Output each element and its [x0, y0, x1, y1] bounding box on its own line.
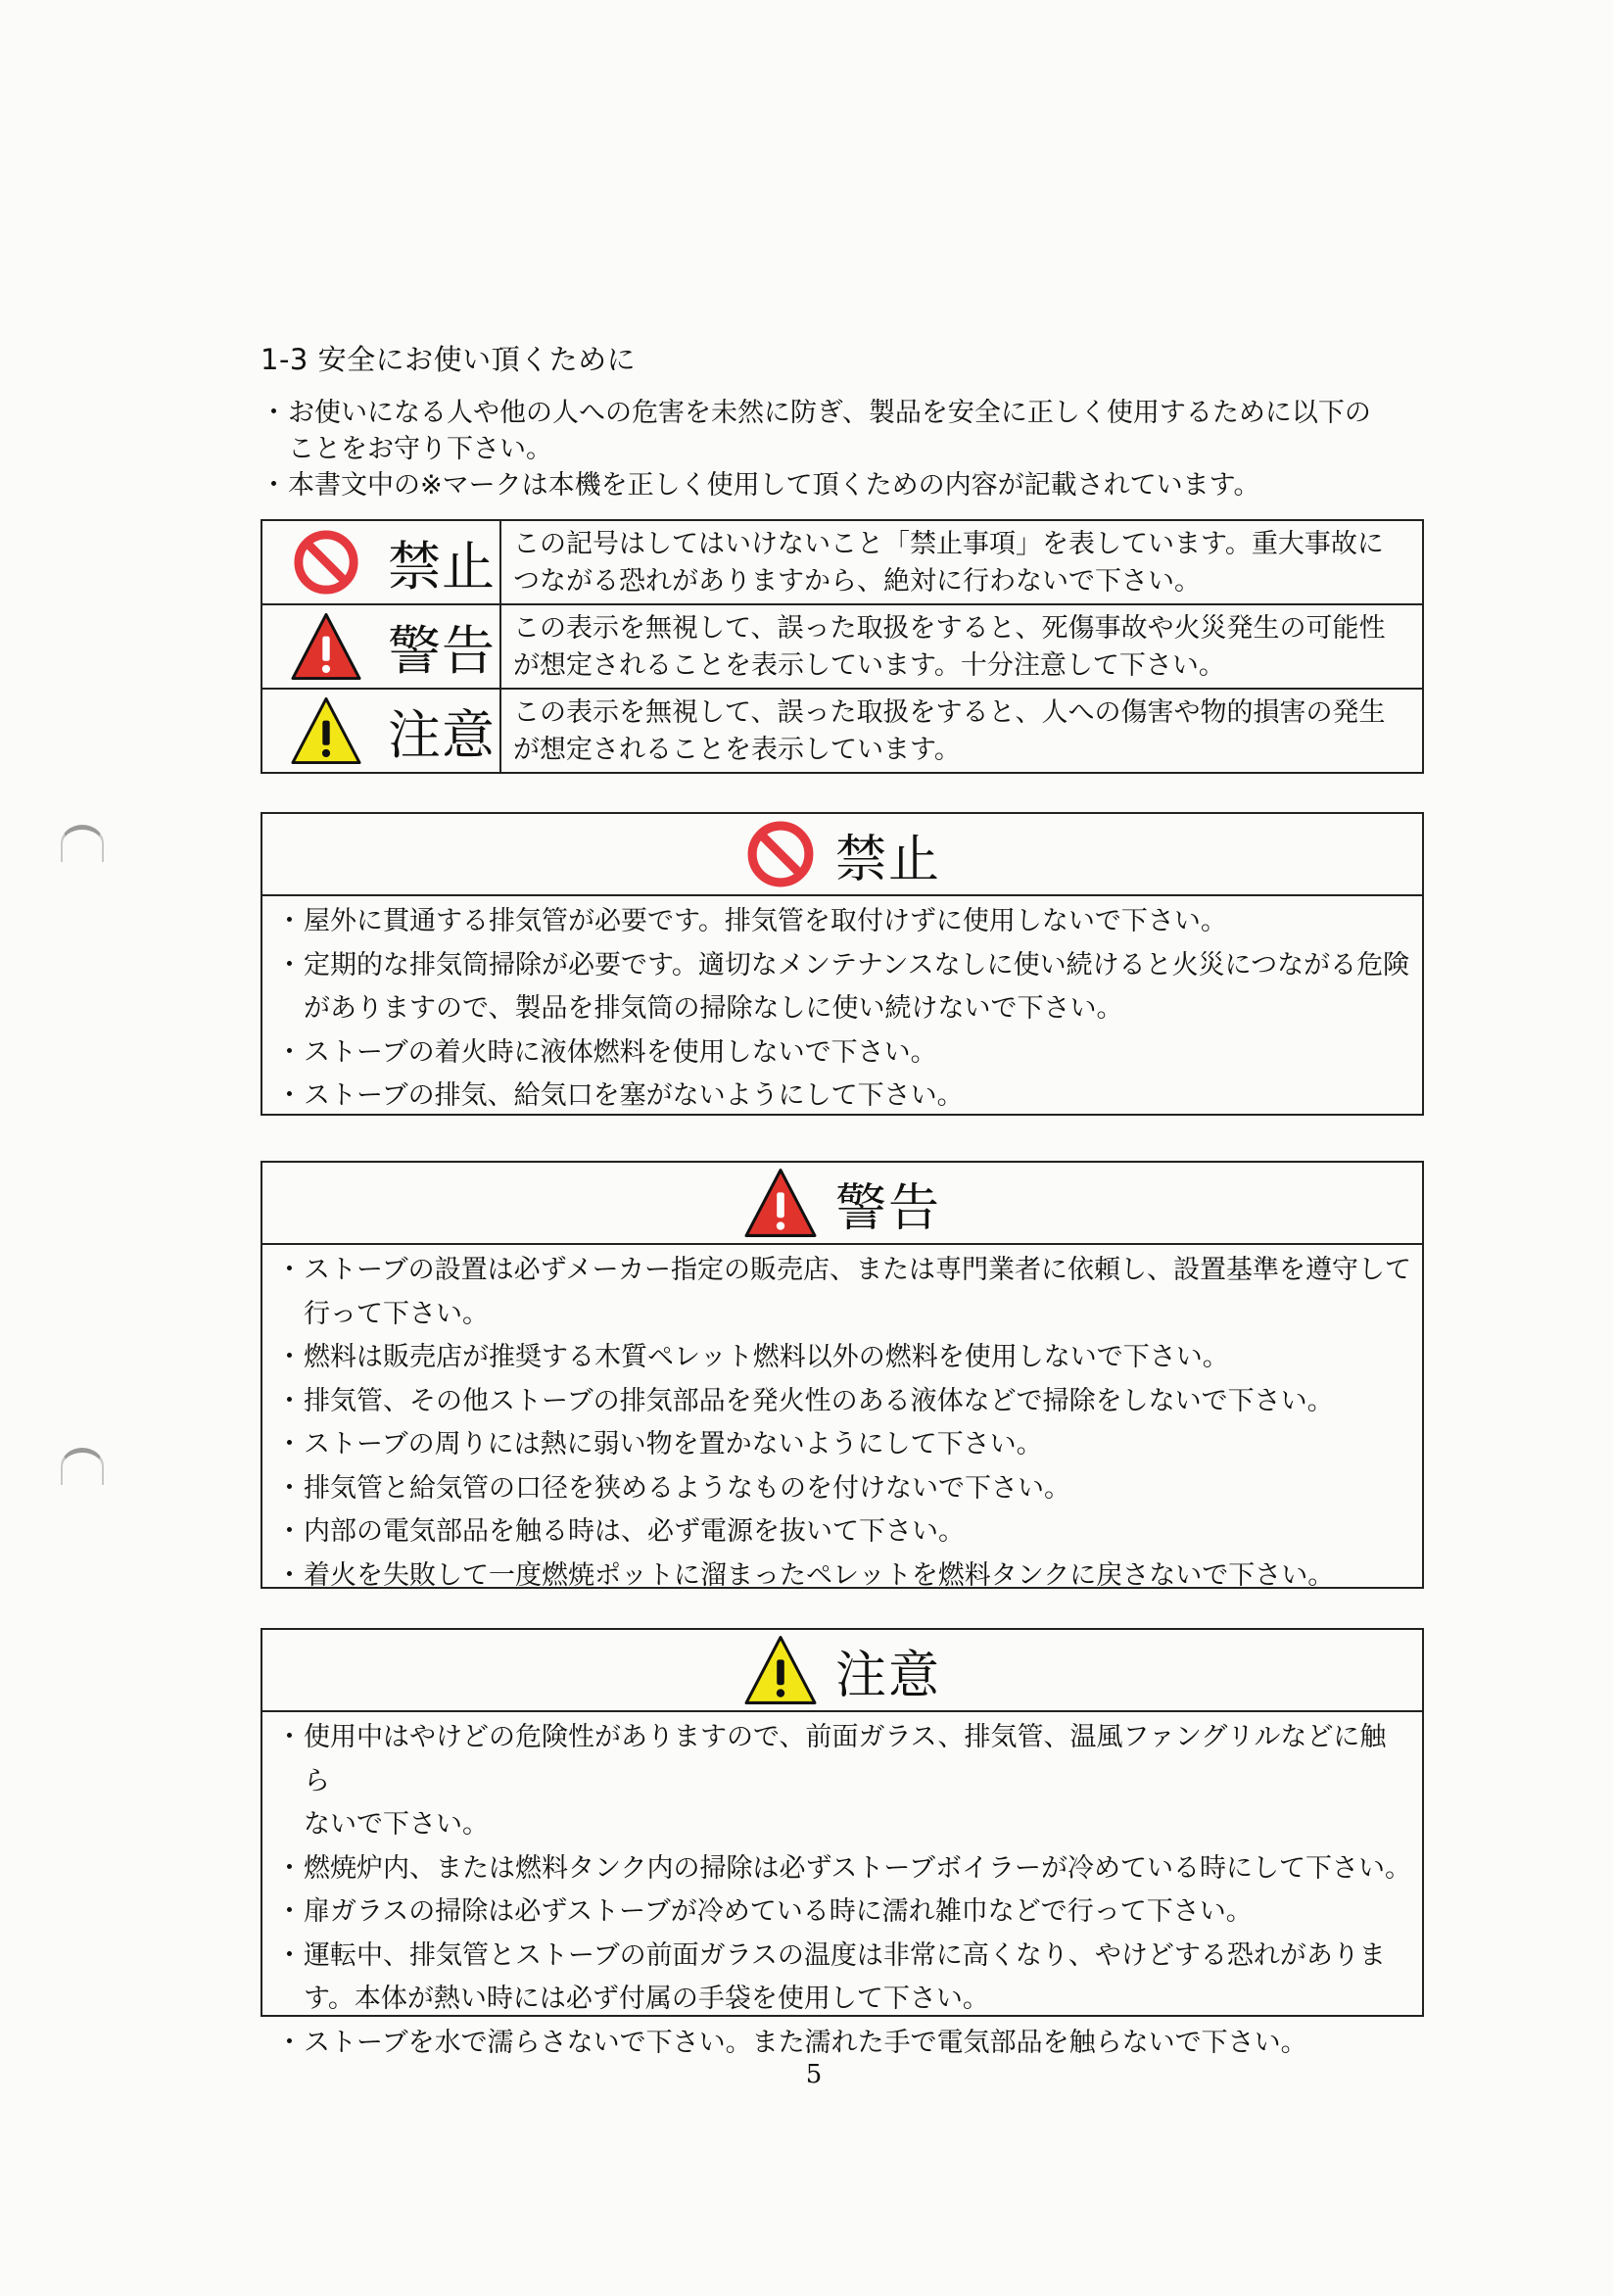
legend-row-warning [262, 603, 1422, 688]
caution-box [261, 1628, 1424, 2058]
list-item: ・ 屋外に貫通する排気管が必要です。排気管を取付けずに使用しないで下さい。 [280, 900, 1412, 944]
list-item: ・ ストーブの周りには熱に弱い物を置かないようにして下さい。 [280, 1423, 1412, 1467]
caution-list [262, 1712, 1422, 2065]
legend-row-caution [262, 688, 1422, 772]
legend-label: 警告 [388, 619, 496, 682]
list-item: ・ 扉ガラスの掃除は必ずストーブが冷めている時に濡れ雑巾などで行って下さい。 [280, 1890, 1412, 1935]
section-title: 1-3 安全にお使い頂くために [261, 343, 637, 376]
intro-item: ・ お使いになる人や他の人への危害を未然に防ぎ、製品を安全に正しく使用するために以下の ことをお守り下さい。 [264, 395, 1420, 467]
list-item: ・ 着火を失敗して一度燃焼ポットに溜まったペレットを燃料タンクに戻さないで下さい。 [280, 1555, 1412, 1599]
intro-item: ・ 本書文中の※マークは本機を正しく使用して頂くための内容が記載されています。 [264, 467, 1420, 503]
legend-description: この表示を無視して、誤った取扱をすると、死傷事故や火災発生の可能性 が想定されることを表示しています。十分注意して下さい。 [513, 613, 1386, 681]
prohibition-box-header [262, 814, 1422, 896]
list-item: ・ 定期的な排気筒掃除が必要です。適切なメンテナンスなしに使い続けると火災につながる危険 がありますので、製品を排気筒の掃除なしに使い続けないで下さい。 [280, 944, 1412, 1031]
caution-yellow-icon [290, 694, 362, 767]
binder-hole-bottom [61, 1448, 104, 1485]
list-item: ・ 運転中、排気管とストーブの前面ガラスの温度は非常に高くなり、やけどする恐れがありま す。本体が熱い時には必ず付属の手袋を使用して下さい。 [280, 1935, 1412, 2022]
list-item: ・ 燃料は販売店が推奨する木質ペレット燃料以外の燃料を使用しないで下さい。 [280, 1336, 1412, 1380]
list-item: ・ 排気管と給気管の口径を狭めるようなものを付けないで下さい。 [280, 1467, 1412, 1511]
warning-box [261, 1161, 1424, 1589]
legend-description: この記号はしてはいけないこと「禁止事項」を表しています。重大事故に つながる恐れがありますから、絶対に行わないで下さい。 [513, 529, 1384, 597]
legend-label: 注意 [388, 703, 496, 766]
prohibition-icon [290, 526, 362, 598]
warning-red-icon [743, 1166, 818, 1240]
legend-symbol-cell [262, 690, 501, 772]
warning-box-title: 警告 [834, 1178, 941, 1238]
prohibition-list [262, 896, 1422, 1119]
prohibition-box [261, 812, 1424, 1116]
legend-symbol-cell [262, 521, 501, 603]
intro-list [264, 395, 1420, 503]
list-item: ・ ストーブの着火時に液体燃料を使用しないで下さい。 [280, 1031, 1412, 1076]
legend-table [261, 519, 1424, 774]
warning-list [262, 1245, 1422, 1598]
legend-symbol-cell [262, 605, 501, 688]
list-item: ・ 使用中はやけどの危険性がありますので、前面ガラス、排気管、温風ファングリルなどに触ら ないで下さい。 [280, 1716, 1412, 1847]
legend-label: 禁止 [388, 535, 496, 598]
prohibition-icon [743, 817, 818, 891]
warning-red-icon [290, 610, 362, 683]
list-item: ・ 内部の電気部品を触る時は、必ず電源を抜いて下さい。 [280, 1510, 1412, 1555]
warning-box-header [262, 1163, 1422, 1245]
list-item: ・ ストーブを水で濡らさないで下さい。また濡れた手で電気部品を触らないで下さい。 [280, 2022, 1412, 2066]
caution-box-header [262, 1630, 1422, 1712]
binder-hole-top [61, 825, 104, 862]
list-item: ・ ストーブの設置は必ずメーカー指定の販売店、または専門業者に依頼し、設置基準を遵守して 行って下さい。 [280, 1249, 1412, 1336]
list-item: ・ ストーブの排気、給気口を塞がないようにして下さい。 [280, 1075, 1412, 1119]
legend-row-prohibition [262, 521, 1422, 603]
list-item: ・ 排気管、その他ストーブの排気部品を発火性のある液体などで掃除をしないで下さい。 [280, 1380, 1412, 1424]
legend-description: この表示を無視して、誤った取扱をすると、人への傷害や物的損害の発生 が想定されることを表示しています。 [513, 697, 1386, 765]
caution-box-title: 注意 [834, 1646, 941, 1705]
prohibition-box-title: 禁止 [834, 830, 941, 889]
page-number: 5 [805, 2060, 823, 2089]
caution-yellow-icon [743, 1633, 818, 1707]
list-item: ・ 燃焼炉内、または燃料タンク内の掃除は必ずストーブボイラーが冷めている時にして下さい。 [280, 1847, 1412, 1891]
